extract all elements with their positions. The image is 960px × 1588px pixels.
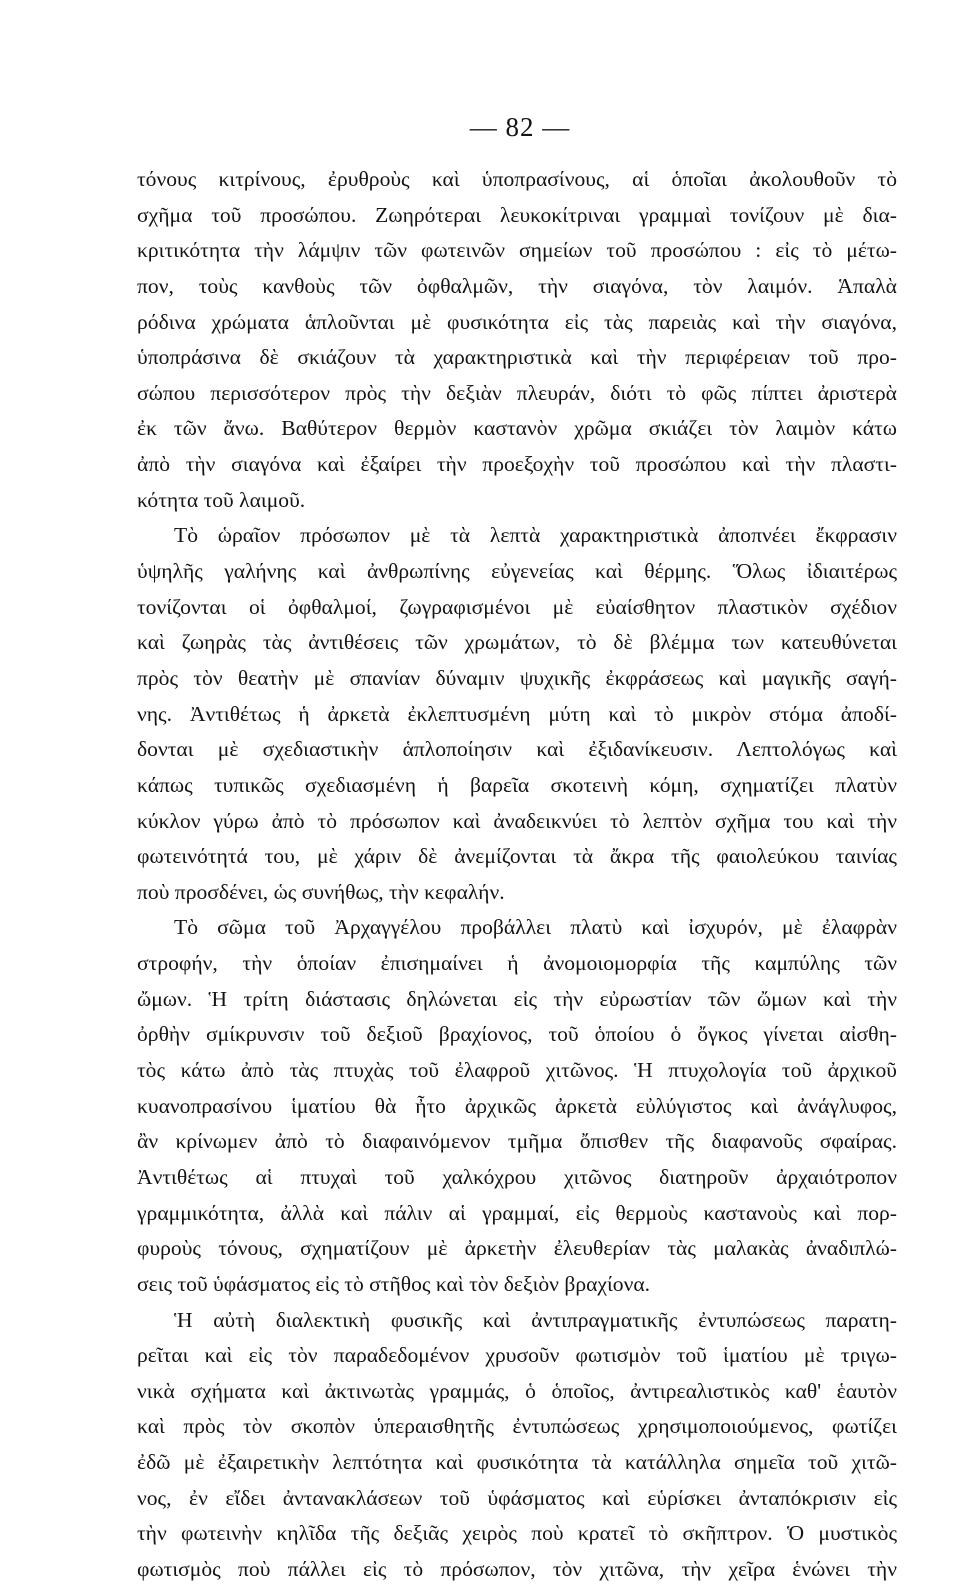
- text-line: Ἡ αὐτὴ διαλεκτικὴ φυσικῆς καὶ ἀντιπραγματικῆς ἐντυπώσεως παρατη-: [174, 1307, 897, 1332]
- text-line: δονται μὲ σχεδιαστικὴν ἁπλοποίησιν καὶ ἐξιδανίκευσιν. Λεπτολόγως καὶ: [137, 737, 897, 762]
- text-line: σχῆμα τοῦ προσώπου. Ζωηρότεραι λευκοκίτριναι γραμμαὶ τονίζουν μὲ δια-: [137, 202, 897, 227]
- text-line: φωτεινότητά του, μὲ χάριν δὲ ἀνεμίζονται τὰ ἄκρα τῆς φαιολεύκου ταινίας: [137, 844, 897, 869]
- text-line: κάπως τυπικῶς σχεδιασμένη ἡ βαρεῖα σκοτεινὴ κόμη, σχηματίζει πλατὺν: [137, 772, 897, 797]
- text-line: ὑποπράσινα δὲ σκιάζουν τὰ χαρακτηριστικὰ καὶ τὴν περιφέρειαν τοῦ προ-: [137, 345, 897, 370]
- text-line: κύκλον γύρω ἀπὸ τὸ πρόσωπον καὶ ἀναδεικνύει τὸ λεπτὸν σχῆμα του καὶ τὴν: [137, 808, 897, 833]
- text-line: τόνους κιτρίνους, ἐρυθροὺς καὶ ὑποπρασίνους, αἱ ὁποῖαι ἀκολουθοῦν τὸ: [137, 167, 897, 191]
- text-line: ἂν κρίνωμεν ἀπὸ τὸ διαφαινόμενον τμῆμα ὄπισθεν τῆς διαφανοῦς σφαίρας.: [137, 1129, 897, 1154]
- text-line: φυροὺς τόνους, σχηματίζουν μὲ ἀρκετὴν ἐλευθερίαν τὰς μαλακὰς ἀναδιπλώ-: [137, 1236, 897, 1261]
- text-line: φωτισμὸς ποὺ πάλλει εἰς τὸ πρόσωπον, τὸν χιτῶνα, τὴν χεῖρα ἑνώνει τὴν: [137, 1556, 897, 1581]
- page-number: — 82 —: [469, 112, 571, 142]
- text-line: Τὸ σῶμα τοῦ Ἀρχαγγέλου προβάλλει πλατὺ καὶ ἰσχυρόν, μὲ ἐλαφρὰν: [174, 915, 897, 940]
- text-line: νης. Ἀντιθέτως ἡ ἀρκετὰ ἐκλεπτυσμένη μύτη καὶ τὸ μικρὸν στόμα ἀποδί-: [137, 701, 897, 726]
- text-line: νικὰ σχήματα καὶ ἀκτινωτὰς γραμμάς, ὁ ὁποῖος, ἀντιρεαλιστικὸς καθ' ἑαυτὸν: [137, 1378, 897, 1403]
- body-text: [137, 162, 897, 1588]
- text-line: ἐδῶ μὲ ἐξαιρετικὴν λεπτότητα καὶ φυσικότητα τὰ κατάλληλα σημεῖα τοῦ χιτῶ-: [137, 1450, 897, 1475]
- text-line: σώπου περισσότερον πρὸς τὴν δεξιὰν πλευράν, διότι τὸ φῶς πίπτει ἀριστερὰ: [137, 380, 897, 405]
- text-line: γραμμικότητα, ἀλλὰ καὶ πάλιν αἱ γραμμαί, εἰς θερμοὺς καστανοὺς καὶ πορ-: [137, 1200, 897, 1225]
- text-line: καὶ ζωηρὰς τὰς ἀντιθέσεις τῶν χρωμάτων, τὸ δὲ βλέμμα των κατευθύνεται: [137, 630, 897, 655]
- text-line: ἀπὸ τὴν σιαγόνα καὶ ἐξαίρει τὴν προεξοχὴν τοῦ προσώπου καὶ τὴν πλαστι-: [137, 452, 897, 477]
- text-line: Τὸ ὡραῖον πρόσωπον μὲ τὰ λεπτὰ χαρακτηριστικὰ ἀποπνέει ἔκφρασιν: [174, 523, 897, 548]
- text-line: ρεῖται καὶ εἰς τὸν παραδεδομένον χρυσοῦν φωτισμὸν τοῦ ἱματίου μὲ τριγω-: [137, 1343, 897, 1368]
- text-line: πον, τοὺς κανθοὺς τῶν ὀφθαλμῶν, τὴν σιαγόνα, τὸν λαιμόν. Ἁπαλὰ: [137, 273, 897, 298]
- text-line: ἐκ τῶν ἄνω. Βαθύτερον θερμὸν καστανὸν χρῶμα σκιάζει τὸν λαιμὸν κάτω: [137, 416, 897, 441]
- text-line: τονίζονται οἱ ὀφθαλμοί, ζωγραφισμένοι μὲ εὐαίσθητον πλαστικὸν σχέδιον: [137, 594, 897, 619]
- text-line: κυανοπρασίνου ἱματίου θὰ ἦτο ἀρχικῶς ἀρκετὰ εὐλύγιστος καὶ ἀνάγλυφος,: [137, 1093, 897, 1118]
- text-line: νος, ἐν εἴδει ἀντανακλάσεων τοῦ ὑφάσματος καὶ εὑρίσκει ἀνταπόκρισιν εἰς: [137, 1485, 897, 1510]
- text-line: στροφήν, τὴν ὁποίαν ἐπισημαίνει ἡ ἀνομοιομορφία τῆς καμπύλης τῶν: [137, 951, 897, 976]
- text-line: τὴν φωτεινὴν κηλῖδα τῆς δεξιᾶς χειρὸς ποὺ κρατεῖ τὸ σκῆπτρον. Ὁ μυστικὸς: [137, 1521, 897, 1546]
- text-line: κριτικότητα τὴν λάμψιν τῶν φωτεινῶν σημείων τοῦ προσώπου : εἰς τὸ μέτω-: [137, 238, 897, 263]
- text-line: ὑψηλῆς γαλήνης καὶ ἀνθρωπίνης εὐγενείας καὶ θέρμης. Ὅλως ἰδιαιτέρως: [137, 559, 897, 584]
- text-line: ὀρθὴν σμίκρυνσιν τοῦ δεξιοῦ βραχίονος, τοῦ ὁποίου ὁ ὄγκος γίνεται αἰσθη-: [137, 1022, 897, 1047]
- text-line: τὸς κάτω ἀπὸ τὰς πτυχὰς τοῦ ἐλαφροῦ χιτῶνος. Ἡ πτυχολογία τοῦ ἀρχικοῦ: [137, 1058, 897, 1083]
- text-line: ποὺ προσδένει, ὡς συνήθως, τὴν κεφαλήν.: [137, 879, 505, 904]
- text-line: κότητα τοῦ λαιμοῦ.: [137, 487, 306, 512]
- text-line: σεις τοῦ ὑφάσματος εἰς τὸ στῆθος καὶ τὸν δεξιὸν βραχίονα.: [137, 1271, 651, 1296]
- text-line: καὶ πρὸς τὸν σκοπὸν ὑπεραισθητῆς ἐντυπώσεως χρησιμοποιούμενος, φωτίζει: [137, 1414, 897, 1439]
- text-line: Ἀντιθέτως αἱ πτυχαὶ τοῦ χαλκόχρου χιτῶνος διατηροῦν ἀρχαιότροπον: [137, 1164, 897, 1189]
- text-line: πρὸς τὸν θεατὴν μὲ σπανίαν δύναμιν ψυχικῆς ἐκφράσεως καὶ μαγικῆς σαγή-: [137, 665, 897, 690]
- text-line: ὤμων. Ἡ τρίτη διάστασις δηλώνεται εἰς τὴν εὐρωστίαν τῶν ὤμων καὶ τὴν: [137, 986, 897, 1011]
- text-line: ρόδινα χρώματα ἁπλοῦνται μὲ φυσικότητα εἰς τὰς παρειὰς καὶ τὴν σιαγόνα,: [137, 309, 897, 334]
